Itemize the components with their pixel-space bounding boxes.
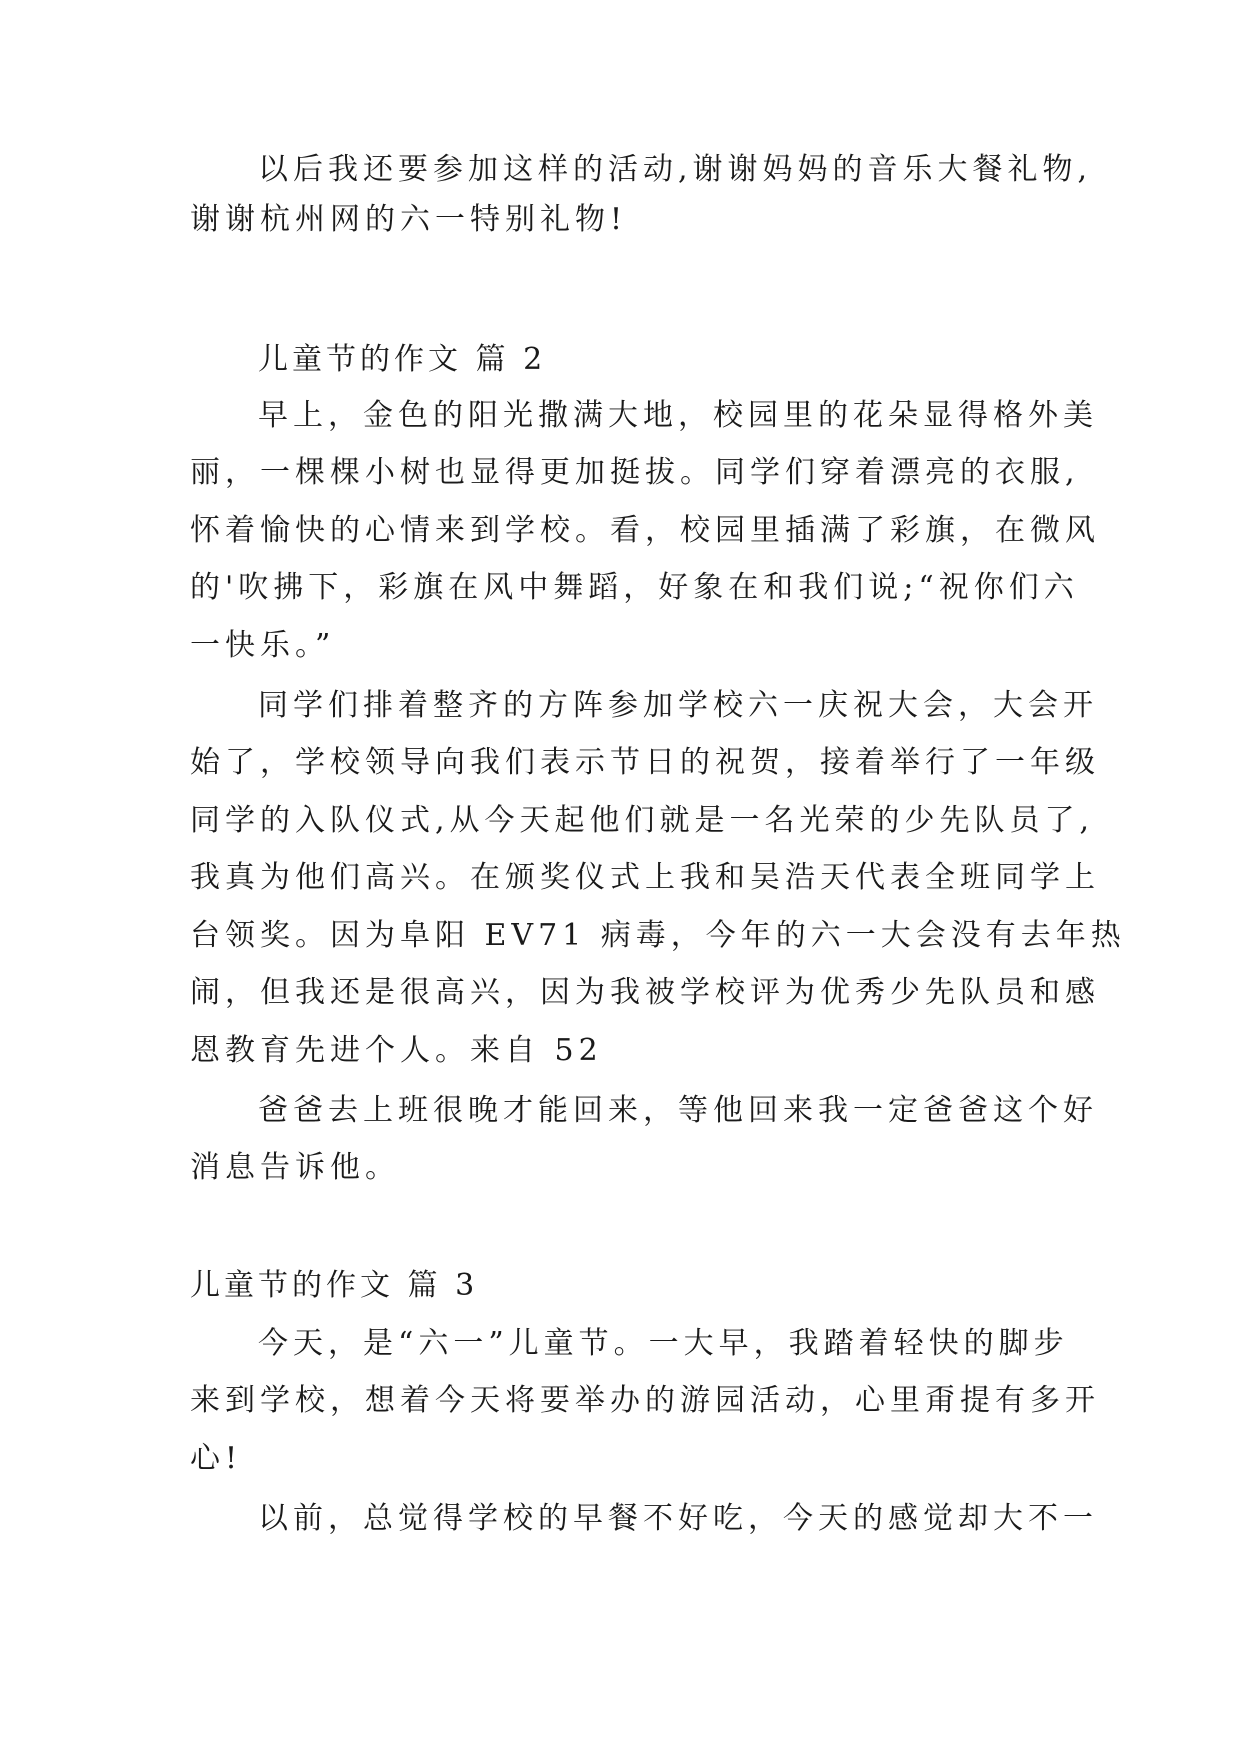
paragraph-line: 来到学校，想着今天将要举办的游园活动，心里甭提有多开 bbox=[190, 1383, 1100, 1418]
paragraph-line: 心! bbox=[190, 1441, 243, 1476]
paragraph-line: 同学们排着整齐的方阵参加学校六一庆祝大会，大会开 bbox=[258, 688, 1098, 723]
paragraph-line: 一快乐。” bbox=[190, 628, 336, 663]
section-heading-2: 儿童节的作文 篇 2 bbox=[258, 342, 547, 377]
paragraph-line: 谢谢杭州网的六一特别礼物! bbox=[190, 202, 628, 237]
paragraph-line: 我真为他们高兴。在颁奖仪式上我和吴浩天代表全班同学上 bbox=[190, 860, 1100, 895]
paragraph-line: 闹，但我还是很高兴，因为我被学校评为优秀少先队员和感 bbox=[190, 975, 1100, 1010]
paragraph-line: 同学的入队仪式,从今天起他们就是一名光荣的少先队员了, bbox=[190, 803, 1095, 838]
paragraph-line: 以后我还要参加这样的活动,谢谢妈妈的音乐大餐礼物, bbox=[258, 152, 1093, 187]
paragraph-line: 始了，学校领导向我们表示节日的祝贺，接着举行了一年级 bbox=[190, 745, 1100, 780]
paragraph-line: 丽，一棵棵小树也显得更加挺拔。同学们穿着漂亮的衣服, bbox=[190, 455, 1080, 490]
paragraph-line: 今天，是“六一”儿童节。一大早，我踏着轻快的脚步 bbox=[258, 1326, 1069, 1361]
paragraph-line: 以前，总觉得学校的早餐不好吃，今天的感觉却大不一 bbox=[258, 1501, 1098, 1536]
paragraph-line: 恩教育先进个人。来自 52 bbox=[190, 1033, 603, 1068]
section-heading-3: 儿童节的作文 篇 3 bbox=[190, 1268, 479, 1303]
paragraph-line: 早上，金色的阳光撒满大地，校园里的花朵显得格外美 bbox=[258, 398, 1098, 433]
paragraph-line: 消息告诉他。 bbox=[190, 1150, 400, 1185]
paragraph-line: 怀着愉快的心情来到学校。看，校园里插满了彩旗，在微风 bbox=[190, 513, 1100, 548]
paragraph-line: 的'吹拂下，彩旗在风中舞蹈，好象在和我们说;“祝你们六 bbox=[190, 570, 1079, 605]
paragraph-line: 爸爸去上班很晚才能回来，等他回来我一定爸爸这个好 bbox=[258, 1093, 1098, 1128]
paragraph-line: 台领奖。因为阜阳 EV71 病毒，今年的六一大会没有去年热 bbox=[190, 918, 1126, 953]
